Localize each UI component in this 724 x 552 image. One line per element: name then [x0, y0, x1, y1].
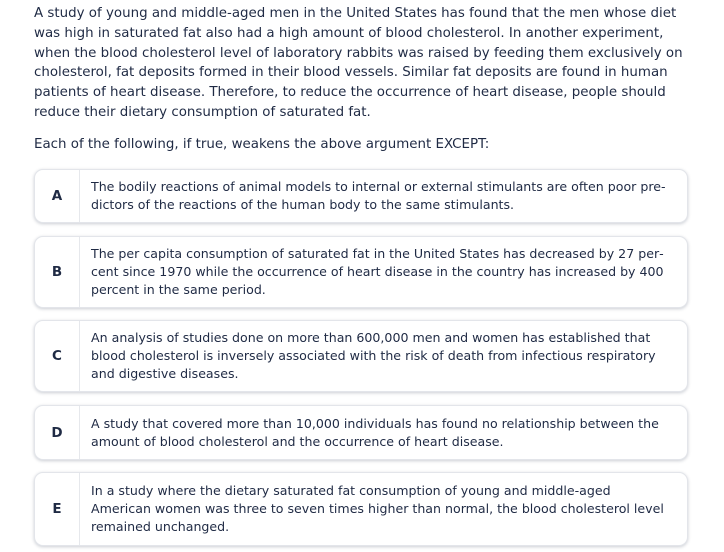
- choice-text: The per capita consumption of saturated fat in the United States has decreased by 27 percent since 1970 while the occurrence of heart disease in the country has increased by 400 percent in the same period.: [91, 246, 664, 297]
- choice-letter: D: [35, 406, 80, 459]
- answer-choice-d[interactable]: [34, 405, 688, 460]
- choice-letter: E: [35, 473, 80, 545]
- choice-text: An analysis of studies done on more than 600,000 men and women has established that blood cholesterol is inversely associated with the risk of death from infectious respiratory and digestive diseases.: [91, 330, 656, 381]
- passage-text: A study of young and middle-aged men in the United States has found that the men whose diet was high in saturated fat also had a high amount of blood cholesterol. In another experiment, when the blood cholesterol level of laboratory rabbits was raised by feeding them exclusively on cholesterol, fat deposits formed in their blood vessels. Similar fat deposits are found in human patients of heart disease. Therefore, to reduce the occurrence of heart disease, people should reduce their dietary consumption of saturated fat.: [34, 6, 683, 120]
- choice-text: The bodily reactions of animal models to internal or external stimulants are often poor predictors of the reactions of the human body to the same stimulants.: [91, 179, 666, 212]
- answer-choice-e[interactable]: [34, 472, 688, 546]
- choice-text: In a study where the dietary saturated fat consumption of young and middle-aged American women was three to seven times higher than normal, the blood cholesterol level remained unchanged.: [91, 483, 664, 534]
- answer-choice-b[interactable]: [34, 236, 688, 308]
- choice-letter: C: [35, 321, 80, 391]
- answer-choice-a[interactable]: [34, 169, 688, 223]
- answer-choice-c[interactable]: [34, 320, 688, 392]
- question-stem: Each of the following, if true, weakens the above argument EXCEPT:: [34, 137, 490, 152]
- choice-text: A study that covered more than 10,000 individuals has found no relationship between the amount of blood cholesterol and the occurrence of heart disease.: [91, 415, 659, 449]
- choice-letter: A: [35, 170, 80, 222]
- choice-letter: B: [35, 237, 80, 307]
